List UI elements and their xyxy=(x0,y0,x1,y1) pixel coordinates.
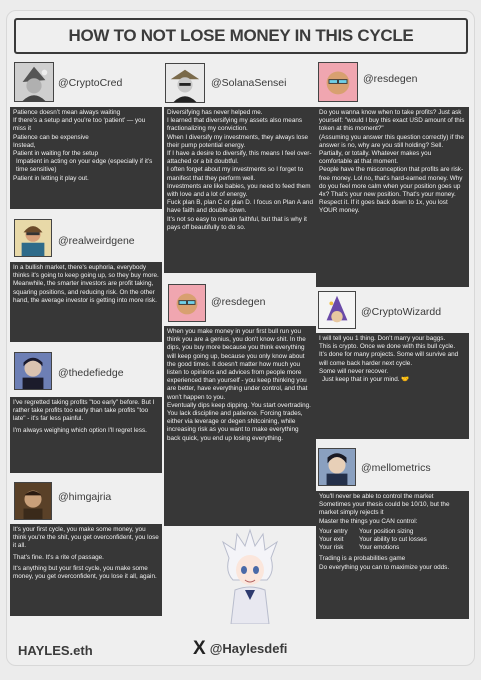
post-line: Patient in letting it play out. xyxy=(13,174,89,182)
post-line: Investments are like babies, you need to feed them with love and a lot of energy. xyxy=(167,182,311,199)
post-line: Diversifying has never helped me. xyxy=(167,109,263,116)
cryptowizardd-post xyxy=(316,333,469,439)
post-line: It’s done for many projects. Some will survive and will come back harder next cycle. xyxy=(319,351,459,367)
post-line: Just keep that in your mind. 🤝 xyxy=(322,376,410,384)
resdegen-top-avatar xyxy=(318,62,358,102)
resdegen-top-handle[interactable]: @resdegen xyxy=(363,73,418,85)
himgajria-avatar xyxy=(14,482,52,520)
mellometrics-handle[interactable]: @mellometrics xyxy=(361,462,431,474)
post-line: Do everything you can to maximize your odds. xyxy=(319,563,450,571)
cryptowizardd-handle[interactable]: @CryptoWizardd xyxy=(361,306,442,318)
cryptocred-post xyxy=(10,107,162,209)
thedefiedge-post xyxy=(10,397,162,473)
post-line: Do you wanna know when to take profits? Just ask yourself: "would I buy this exact USD amount of this token at this moment?" xyxy=(319,109,465,133)
post-line: I've regretted taking profits "too early" before. But I rather take profits too early than take profits "too late" - it's far less painful. xyxy=(13,399,155,423)
post-line: I often forget about my investments so I forget to manifest that they perform well. xyxy=(167,166,304,182)
thedefiedge-handle[interactable]: @thedefiedge xyxy=(58,367,124,379)
post-line: Sometimes your thesis could be 10/10, but the market simply rejects it xyxy=(319,501,450,517)
realweirdgene-avatar xyxy=(14,219,52,257)
resdegen-top-post xyxy=(316,107,469,287)
table-cell: Your exit xyxy=(319,536,344,544)
post-line: This is crypto. Once we done with this bull cycle. xyxy=(319,343,456,351)
post-line: Master the things you CAN control: xyxy=(319,517,418,525)
thedefiedge-avatar xyxy=(14,352,52,390)
post-line: I will tell you 1 thing. Don’t marry your baggs. xyxy=(319,335,446,342)
table-cell: Your ability to cut losses xyxy=(359,536,427,544)
table-cell: Your risk xyxy=(319,544,344,552)
x-logo-icon: X xyxy=(193,638,206,659)
post-line: Patient in waiting for the setup xyxy=(13,150,98,158)
post-line: It’s not so easy to remain faithful, but that is why it pays off beautifully to do so. xyxy=(167,215,307,231)
resdegen-mid-avatar xyxy=(168,284,206,322)
x-handle[interactable]: @Haylesdefi xyxy=(209,641,288,656)
post-line: People have the misconception that profits are risk-free money. Lol no, that's hard-earned money. Why do you feel more calm when your position goes up 4x? That's your new position. That's your money. Respect it. If it goes back down to 1x, you lost YOUR money. xyxy=(319,166,464,215)
post-line: I learned that diversifying my assets also means fractionalizing my conviction. xyxy=(167,117,303,133)
realweirdgene-post xyxy=(10,262,162,342)
resdegen-mid-handle[interactable]: @resdegen xyxy=(211,296,266,308)
cryptowizardd-avatar xyxy=(318,291,356,329)
mellometrics-post xyxy=(316,491,469,619)
post-line: If there’s a setup and you’re too ‘patient’ — you miss it xyxy=(13,117,146,133)
control-table xyxy=(319,528,466,553)
resdegen-mid-post xyxy=(164,326,316,526)
mellometrics-avatar xyxy=(318,448,356,486)
post-line: Patience can be expensive xyxy=(13,133,89,141)
post-line: (Assuming you answer this question correctly) if the answer is no, why are you still holding? Sell. Partially, or totally. Whatever makes you comfortable at that moment. xyxy=(319,133,464,166)
post-line: That's fine. It's a rite of passage. xyxy=(13,553,104,561)
post-line: Patience doesn’t mean always waiting xyxy=(13,109,121,116)
himgajria-post xyxy=(10,524,162,616)
post-line: Impatient in acting on your edge (especially if it’s time sensitive) xyxy=(16,158,153,174)
post-line: In a bullish market, there's euphoria, everybody thinks it's going to keep going up, so they buy more. xyxy=(13,264,159,280)
post-line: It's your first cycle, you make some money, you think you're the shit, you get overconfident, you lose it all. xyxy=(13,526,159,550)
post-line: If I have a desire to diversify, this means I feel over-attached or a bit doubtful. xyxy=(167,150,312,166)
post-line: It's anything but your first cycle, you make some money, you get overconfident, you lose it all, again. xyxy=(13,564,157,581)
table-cell: Your entry xyxy=(319,527,348,535)
realweirdgene-handle[interactable]: @realweirdgene xyxy=(58,235,135,247)
cryptocred-avatar xyxy=(14,62,54,102)
post-line: When I diversify my investments, they always lose their pump potential energy. xyxy=(167,133,309,149)
post-line: You'll never be able to control the market xyxy=(319,493,434,500)
anime-character-image xyxy=(219,528,281,624)
x-handle-link[interactable] xyxy=(193,639,287,658)
post-line: Eventually dips keep dipping. You start overtrading. You lack discipline and patience. Forcing trades, either via leverage or degen shitcoining, while increasing risk as you want to make everything back quick, you end up losing everything. xyxy=(167,401,311,442)
himgajria-handle[interactable]: @himgajria xyxy=(58,491,112,503)
post-line: When you make money in your first bull run you think you are a genius, you don't know shit. In the dips, you buy more because you think everything will keep going up, because you only know about the good times. It doesn't matter how much you listen to opinions and advices from people more experienced than yourself - you keep thinking you are better, have everything under control, and that won't happen to you. xyxy=(167,328,308,401)
cryptocred-handle[interactable]: @CryptoCred xyxy=(58,77,123,89)
post-line: Meanwhile, the smarter investors are profit taking, squaring positions, and reducing risk. On the other hand, the average investor is getting into more risk. xyxy=(13,280,157,304)
post-line: Instead, xyxy=(13,141,36,149)
page-title: HOW TO NOT LOSE MONEY IN THIS CYCLE xyxy=(14,18,468,54)
solanasensei-avatar xyxy=(165,63,205,103)
table-cell: Your emotions xyxy=(359,544,400,552)
solanasensei-handle[interactable]: @SolanaSensei xyxy=(211,77,287,89)
post-line: Fuck plan B, plan C or plan D. I focus on Plan A and have faith and double down. xyxy=(167,199,313,215)
author-name: HAYLES.eth xyxy=(18,643,93,658)
post-line: Trading is a probabilities game xyxy=(319,555,406,563)
table-cell: Your position sizing xyxy=(359,527,414,535)
post-line: I'm always weighing which option I'll regret less. xyxy=(13,426,147,434)
solanasensei-post xyxy=(164,107,316,273)
post-line: Some will never recover. xyxy=(319,367,389,375)
